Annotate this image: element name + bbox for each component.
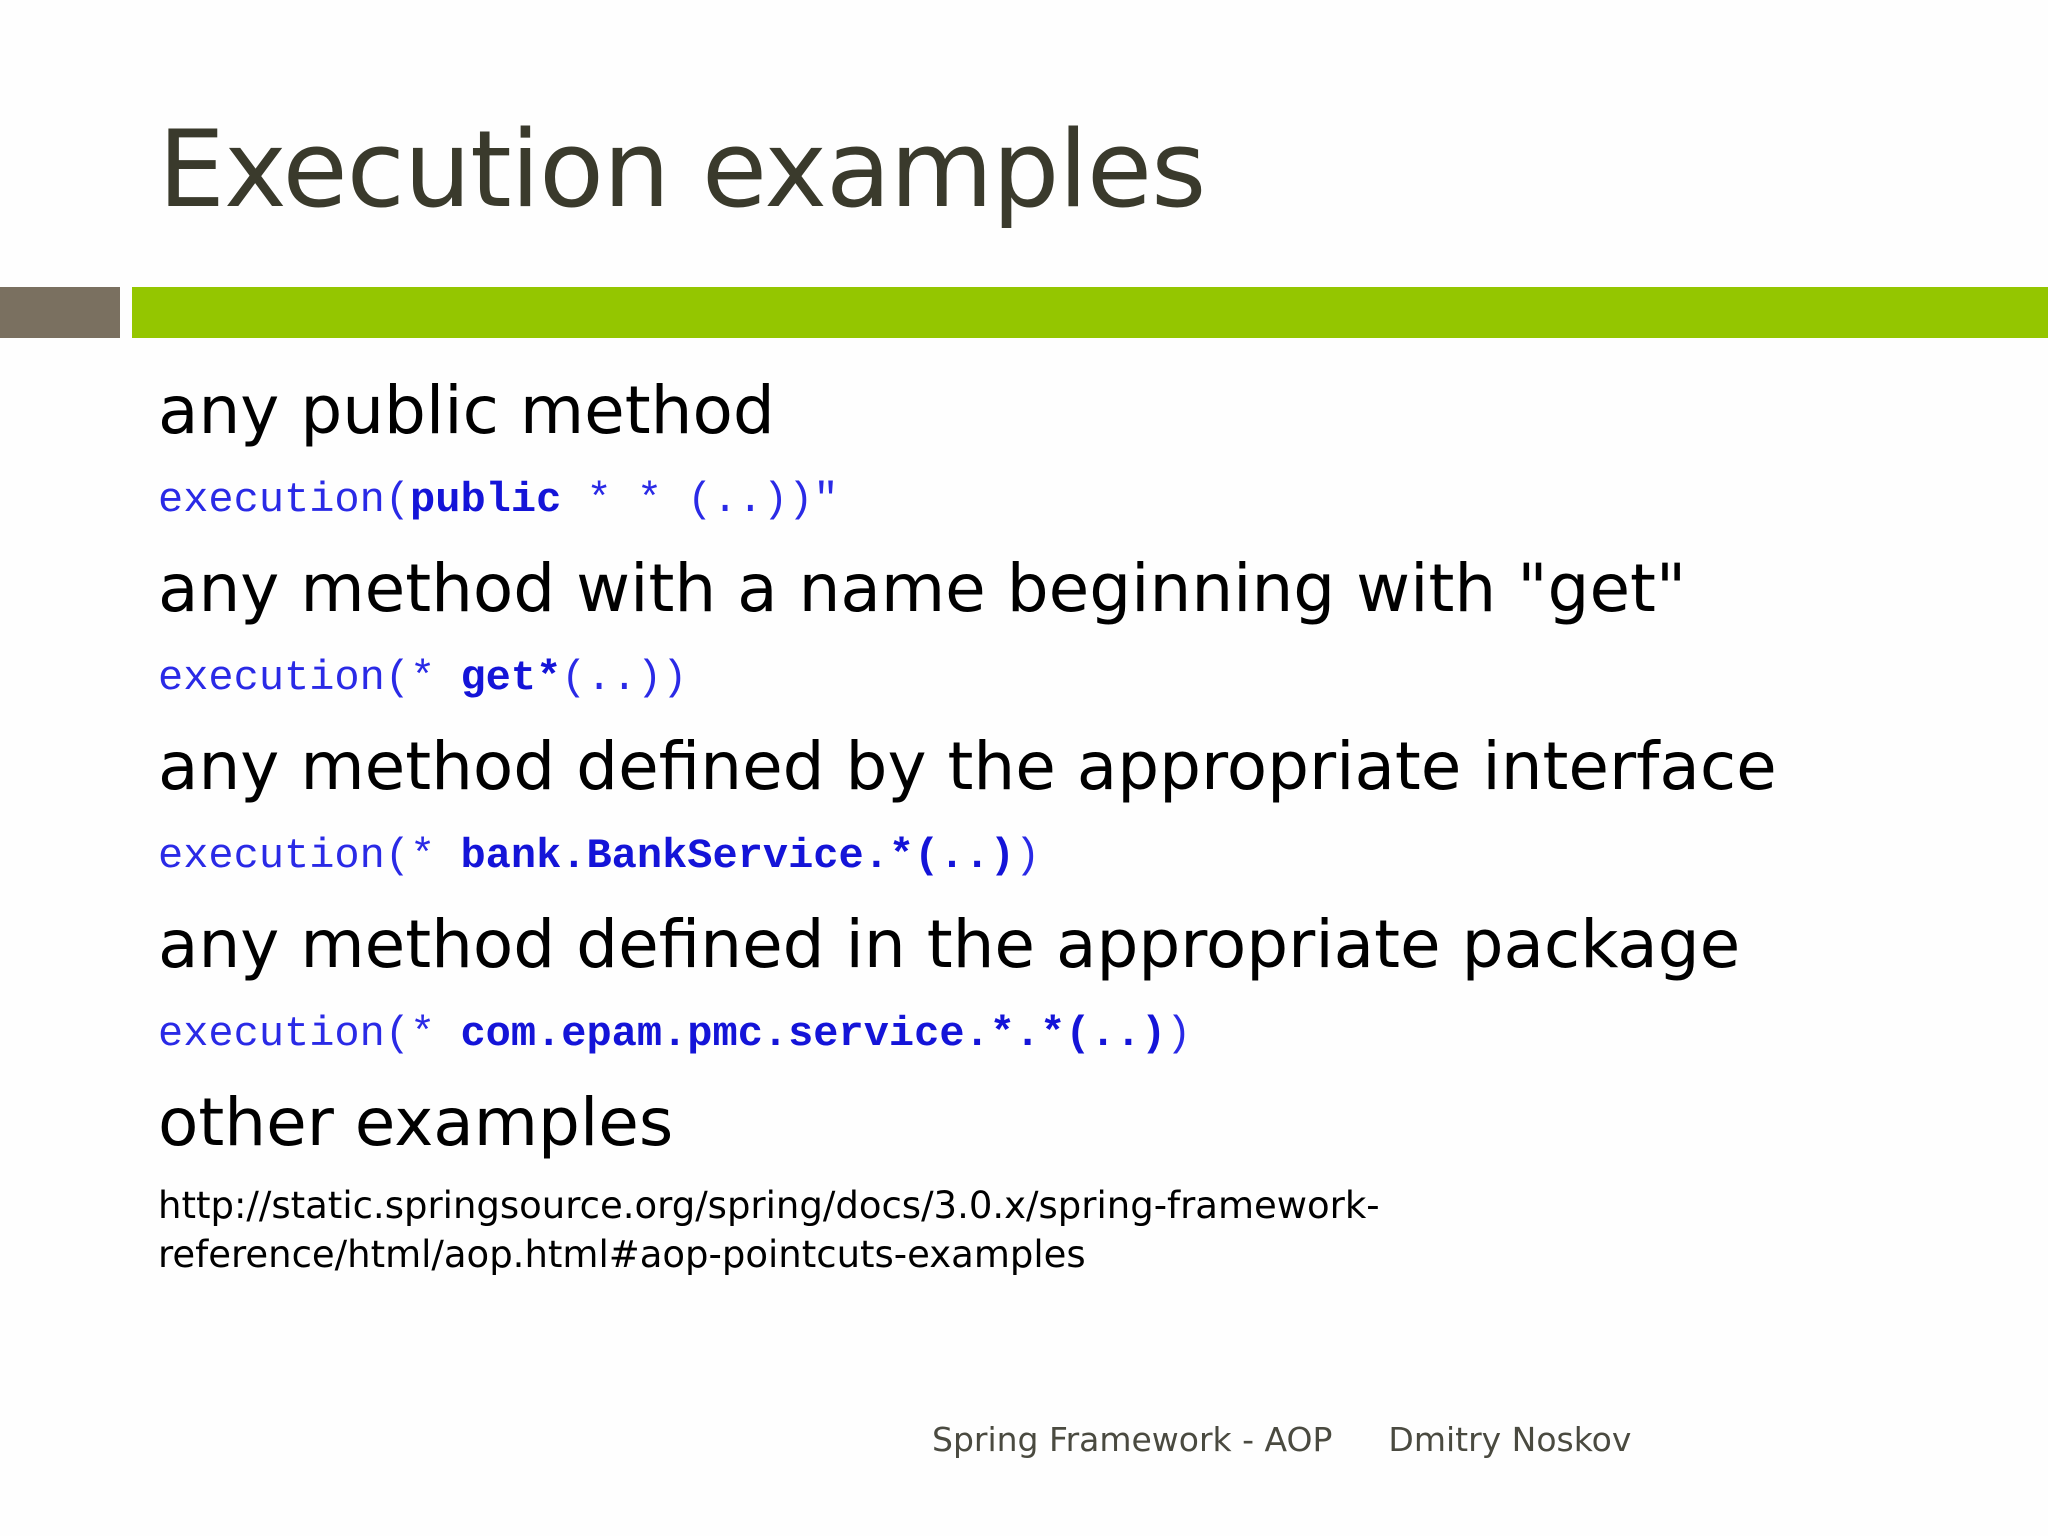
slide-title: Execution examples [158, 108, 1206, 231]
code-suffix: ) [1166, 1010, 1192, 1058]
code-keyword: get* [460, 654, 562, 702]
item-heading-interface-method: any method defined by the appropriate interface [158, 728, 1777, 805]
reference-link-line-1: http://static.springsource.org/spring/docs/3.0.x/spring-framework- [158, 1184, 1380, 1227]
code-example-get-method [158, 635, 2008, 721]
code-example-interface-method [158, 813, 2008, 899]
slide-footer [932, 1420, 1631, 1459]
slide-content [158, 365, 2008, 1279]
item-heading-package-method: any method defined in the appropriate package [158, 906, 1741, 983]
item-heading-get-method: any method with a name beginning with "get" [158, 550, 1687, 627]
code-prefix: execution( [158, 476, 411, 524]
code-prefix: execution(* [158, 654, 461, 702]
code-keyword: public [410, 476, 562, 524]
code-keyword: bank.BankService.*(..) [460, 832, 1015, 880]
footer-author: Dmitry Noskov [1388, 1420, 1632, 1459]
item-heading-other-examples: other examples [158, 1084, 674, 1161]
code-example-package-method [158, 991, 2008, 1077]
code-prefix: execution(* [158, 832, 461, 880]
code-prefix: execution(* [158, 1010, 461, 1058]
footer-course: Spring Framework - AOP [932, 1420, 1333, 1459]
reference-link-line-2: reference/html/aop.html#aop-pointcuts-examples [158, 1233, 1086, 1276]
reference-link[interactable] [158, 1181, 1458, 1279]
code-suffix: (..)) [561, 654, 688, 702]
item-heading-public-method: any public method [158, 372, 775, 449]
code-suffix: * * (..))" [561, 476, 839, 524]
code-example-public-method [158, 457, 2008, 543]
accent-bar-green [132, 287, 2048, 338]
code-suffix: ) [1014, 832, 1041, 880]
code-keyword: com.epam.pmc.service.*.*(..) [460, 1010, 1167, 1058]
accent-bar-gray [0, 287, 120, 338]
